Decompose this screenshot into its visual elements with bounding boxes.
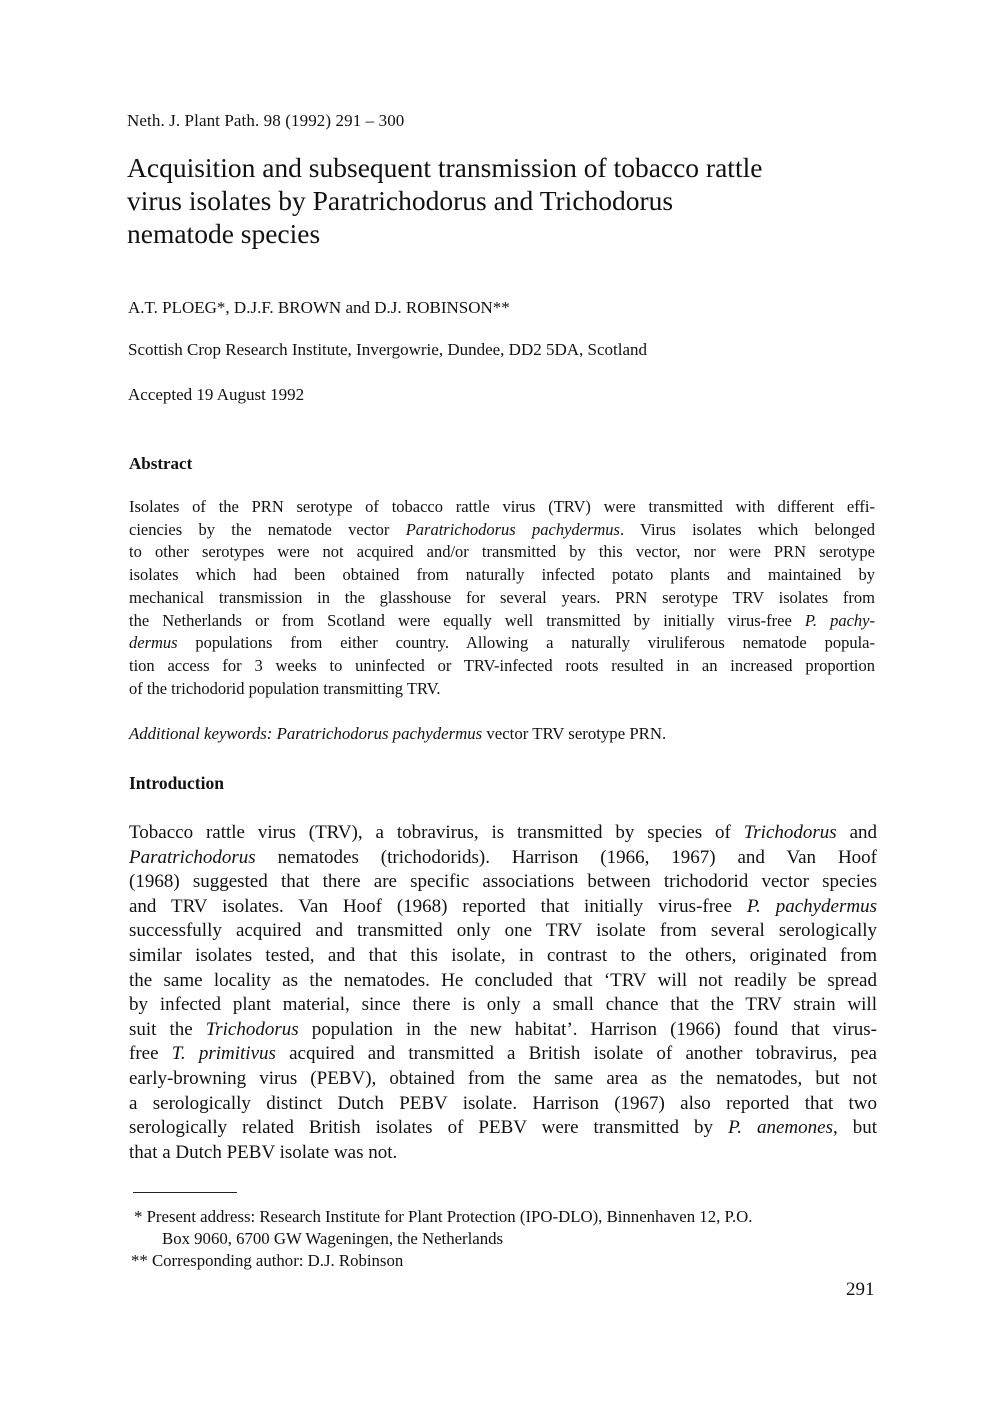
footnote-present-address-cont: Box 9060, 6700 GW Wageningen, the Netherlands [162,1229,504,1248]
intro-line: by infected plant material, since there is only a small chance that the TRV strain will [129,994,877,1016]
intro-line: early-browning virus (PEBV), obtained from the same area as the nematodes, but not [129,1067,877,1089]
abstract-line: mechanical transmission in the glasshouse for several years. PRN serotype TRV isolates from [129,587,875,607]
intro-line: serologically related British isolates of PEBV were transmitted by P. anemones, but [129,1117,878,1139]
abstract-line: to other serotypes were not acquired and/or transmitted by this vector, nor were PRN serotype [129,542,875,562]
keywords-rest: vector TRV serotype PRN. [482,724,667,743]
paper-title [127,151,887,250]
intro-line: similar isolates tested, and that this isolate, in contrast to the others, originated from [129,944,877,966]
affiliation: Scottish Crop Research Institute, Invergowrie, Dundee, DD2 5DA, Scotland [128,340,648,359]
footnote-separator [133,1192,237,1193]
title-line: virus isolates by Paratrichodorus and Trichodorus [127,185,674,216]
footnote-corresponding-author: ** Corresponding author: D.J. Robinson [131,1251,404,1270]
intro-line: Paratrichodorus nematodes (trichodorids). Harrison (1966, 1967) and Van Hoof [129,846,877,868]
title-line: nematode species [127,218,321,249]
title-line: Acquisition and subsequent transmission of tobacco rattle [127,152,763,183]
intro-line: that a Dutch PEBV isolate was not. [129,1141,398,1163]
intro-line: (1968) suggested that there are specific associations between trichodorid vector species [129,871,877,893]
keywords-species: Paratrichodorus pachydermus [276,724,483,743]
abstract-line: the Netherlands or from Scotland were equally well transmitted by initially virus-free P. pachy- [129,610,875,630]
accepted-date: Accepted 19 August 1992 [128,385,305,404]
intro-line: the same locality as the nematodes. He concluded that ‘TRV will not readily be spread [129,969,877,991]
intro-line: free T. primitivus acquired and transmitted a British isolate of another tobravirus, pea [129,1043,877,1065]
keywords-label: Additional keywords: [129,724,273,743]
abstract-line: isolates which had been obtained from naturally infected potato plants and maintained by [129,565,875,585]
abstract-body [129,496,875,700]
abstract-line: ciencies by the nematode vector Paratrichodorus pachydermus. Virus isolates which belonged [129,519,876,539]
intro-line: successfully acquired and transmitted only one TRV isolate from several serologically [129,920,877,942]
intro-line: a serologically distinct Dutch PEBV isolate. Harrison (1967) also reported that two [129,1092,877,1114]
abstract-line: Isolates of the PRN serotype of tobacco rattle virus (TRV) were transmitted with different effi- [129,497,875,516]
footnote-present-address: * Present address: Research Institute for Plant Protection (IPO-DLO), Binnenhaven 12, P.O. [134,1207,753,1226]
additional-keywords [129,724,666,744]
abstract-line: tion access for 3 weeks to uninfected or TRV-infected roots resulted in an increased proportion [129,655,875,675]
abstract-line: of the trichodorid population transmitting TRV. [129,678,441,698]
intro-line: and TRV isolates. Van Hoof (1968) reported that initially virus-free P. pachydermus [129,895,877,917]
page-number: 291 [846,1279,875,1300]
abstract-line: dermus populations from either country. Allowing a naturally viruliferous nematode popula- [129,633,875,653]
introduction-heading: Introduction [129,773,224,793]
author-list: A.T. PLOEG*, D.J.F. BROWN and D.J. ROBINSON** [128,298,510,317]
abstract-heading: Abstract [129,454,193,473]
journal-citation: Neth. J. Plant Path. 98 (1992) 291 – 300 [127,111,405,130]
intro-line: suit the Trichodorus population in the new habitat’. Harrison (1966) found that virus- [129,1018,877,1040]
introduction-body [129,821,877,1165]
intro-line: Tobacco rattle virus (TRV), a tobravirus, is transmitted by species of Trichodorus and [129,822,878,843]
